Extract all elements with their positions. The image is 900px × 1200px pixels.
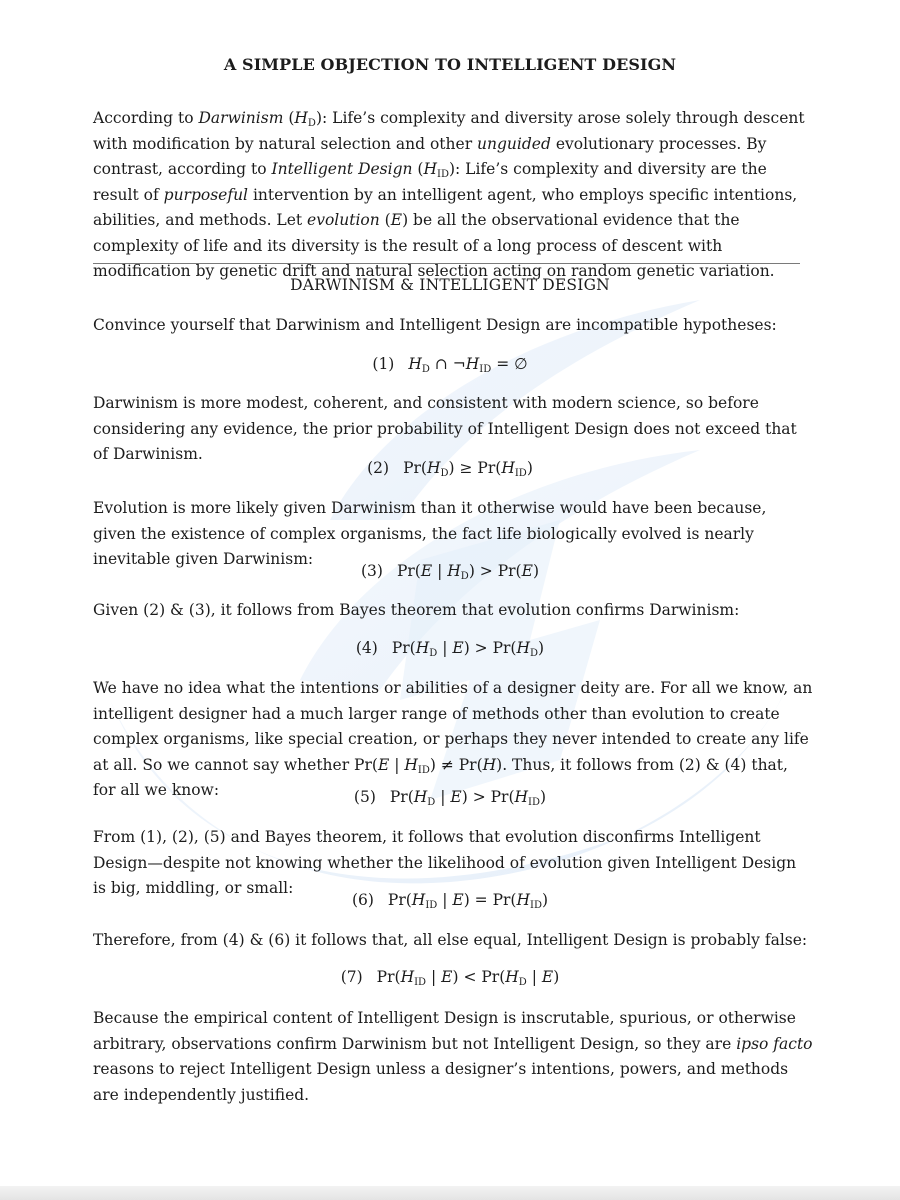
eq-symbol: H xyxy=(505,968,519,986)
eq-subscript: ID xyxy=(514,468,527,479)
eq-subscript: ID xyxy=(528,797,541,808)
equation-2 xyxy=(0,457,900,479)
ipso-facto-term: ipso facto xyxy=(736,1034,813,1053)
eq-text: Pr( xyxy=(389,788,414,806)
eq-text: | xyxy=(432,562,448,580)
equation-5 xyxy=(0,786,900,808)
eq-text: | xyxy=(526,968,542,986)
e-symbol: E xyxy=(390,211,403,229)
paragraph-7: Therefore, from (4) & (6) it follows that, all else equal, Intelligent Design is probably false: xyxy=(93,931,808,949)
intro-text: ( xyxy=(283,109,295,127)
eq-symbol: H xyxy=(400,968,415,986)
eq-symbol: E xyxy=(420,562,433,580)
eq-symbol: H xyxy=(465,355,480,373)
eq-symbol: H xyxy=(415,639,430,657)
intro-text: intervention by an intelligent agent, who employs specific intentions, abilities, and methods. Let xyxy=(93,185,798,229)
eq-symbol: H xyxy=(514,788,529,806)
eq-operator: ∩ ¬ xyxy=(429,355,466,373)
eq-subscript: D xyxy=(530,648,539,659)
eq-symbol: H xyxy=(411,891,426,909)
eq-text: ) ≥ Pr( xyxy=(448,459,502,477)
darwinism-term: Darwinism xyxy=(198,109,284,127)
eq-subscript: ID xyxy=(425,900,438,911)
eq-symbol: H xyxy=(447,562,461,580)
eq-text: | xyxy=(437,639,453,657)
paragraph-5 xyxy=(93,676,813,804)
eq-text: ) > Pr( xyxy=(468,562,522,580)
eq-text: Pr( xyxy=(376,968,401,986)
para-text: ). Thus, it follows from (2) & (4) that, for all we know: xyxy=(93,755,788,799)
e-symbol: E xyxy=(377,755,390,774)
eq-symbol: H xyxy=(413,788,428,806)
eq-symbol: H xyxy=(426,459,441,477)
eq-subscript: ID xyxy=(530,900,542,911)
intro-text: ) be all the observational evidence that the complexity of life and its diversity is the result of a long process of descent with modification by genetic drift and natural selection acting on random genetic variation. xyxy=(93,211,775,280)
eq-symbol: E xyxy=(452,891,464,909)
h-symbol: H xyxy=(482,755,497,774)
eq-text: ) xyxy=(541,891,549,909)
h-symbol: H xyxy=(404,755,418,774)
hid-symbol: H xyxy=(423,160,438,178)
eq-text: ) xyxy=(538,639,545,657)
eq-text: ) xyxy=(553,968,560,986)
equation-number: (7) xyxy=(340,968,363,986)
intro-text: ): Life’s complexity and diversity are the result of xyxy=(93,160,767,204)
eq-text: ) < Pr( xyxy=(452,968,506,986)
equation-1 xyxy=(0,353,900,375)
equation-number: (1) xyxy=(372,355,395,373)
eq-subscript: D xyxy=(440,468,449,479)
horizontal-divider xyxy=(93,263,800,264)
eq-subscript: D xyxy=(427,797,436,808)
para-text: reasons to reject Intelligent Design unless a designer’s intentions, powers, and methods are independently justified. xyxy=(93,1060,789,1104)
eq-symbol: H xyxy=(516,639,531,657)
eq-symbol: E xyxy=(450,788,462,806)
paragraph-3: Evolution is more likely given Darwinism than it otherwise would have been because, given the existence of complex organisms, the fact life biologically evolved is nearly inevitable given Darwinism: xyxy=(93,499,767,568)
hd-subscript: D xyxy=(307,118,316,129)
eq-subscript: ID xyxy=(479,364,492,375)
eq-symbol: E xyxy=(452,639,464,657)
equation-number: (2) xyxy=(367,459,390,477)
eq-text: | xyxy=(435,788,451,806)
para-text: | xyxy=(389,755,405,774)
eq-text: ) = Pr( xyxy=(463,891,517,909)
equation-4 xyxy=(0,637,900,659)
document-title: A SIMPLE OBJECTION TO INTELLIGENT DESIGN xyxy=(223,55,677,74)
eq-symbol: H xyxy=(501,459,515,477)
unguided-term: unguided xyxy=(477,134,551,153)
eq-symbol: H xyxy=(516,891,531,909)
intro-text: ): Life’s complexity and diversity arose solely through descent with modification by natural selection and other xyxy=(93,109,805,153)
eq-text: ) > Pr( xyxy=(463,639,517,657)
eq-text: ) xyxy=(532,562,539,580)
eq-operator: = ∅ xyxy=(491,355,528,373)
eq-text: Pr( xyxy=(391,639,416,657)
eq-subscript: D xyxy=(518,977,527,988)
eq-subscript: ID xyxy=(414,977,427,988)
section-heading: DARWINISM & INTELLIGENT DESIGN xyxy=(290,276,610,294)
evolution-term: evolution xyxy=(307,211,380,229)
eq-symbol: E xyxy=(541,968,554,986)
eq-text: | xyxy=(426,968,442,986)
paragraph-8 xyxy=(93,1006,813,1108)
equation-6 xyxy=(0,889,900,911)
eq-symbol: E xyxy=(441,968,453,986)
equation-number: (3) xyxy=(361,562,383,580)
h-subscript: ID xyxy=(417,764,430,776)
eq-text: ) > Pr( xyxy=(461,788,515,806)
intro-paragraph xyxy=(93,106,813,285)
purposeful-term: purposeful xyxy=(163,185,249,204)
intelligent-design-term: Intelligent Design xyxy=(271,160,413,178)
eq-subscript: D xyxy=(421,364,430,375)
eq-text: ) xyxy=(526,459,533,477)
eq-text: Pr( xyxy=(403,459,427,477)
intro-text: ( xyxy=(379,211,391,229)
hd-symbol: H xyxy=(294,109,308,127)
equation-3 xyxy=(0,560,900,582)
paragraph-2: Darwinism is more modest, coherent, and consistent with modern science, so before considering any evidence, the prior probability of Intelligent Design does not exceed that of Darwinism. xyxy=(93,394,797,463)
eq-subscript: D xyxy=(460,571,469,582)
paragraph-4: Given (2) & (3), it follows from Bayes theorem that evolution confirms Darwinism: xyxy=(93,601,740,619)
hid-subscript: ID xyxy=(437,169,449,180)
eq-symbol: E xyxy=(521,562,533,580)
equation-number: (5) xyxy=(353,788,376,806)
eq-text: | xyxy=(437,891,453,909)
intro-text: According to xyxy=(93,109,199,127)
paragraph-6: From (1), (2), (5) and Bayes theorem, it follows that evolution disconfirms Intelligent Design—despite not knowing whether the likelihood of evolution given Intelligent Design is big, middling, or small: xyxy=(93,828,797,897)
eq-text: Pr( xyxy=(387,891,412,909)
eq-text: Pr( xyxy=(396,562,421,580)
equation-number: (6) xyxy=(351,891,374,909)
eq-symbol: H xyxy=(408,355,422,373)
para-text: We have no idea what the intentions or abilities of a designer deity are. For all we know, an intelligent designer had a much larger range of methods other than evolution to create complex organisms, like special creation, or perhaps they never intended to create any life at all. So we cannot say whether Pr( xyxy=(93,679,813,774)
equation-number: (4) xyxy=(355,639,378,657)
eq-text: ) xyxy=(540,788,547,806)
para-text: ) ≠ Pr( xyxy=(429,755,483,774)
intro-text: ( xyxy=(412,160,424,178)
paragraph-1: Convince yourself that Darwinism and Intelligent Design are incompatible hypotheses: xyxy=(93,316,777,334)
page-bottom-edge xyxy=(0,1186,900,1200)
equation-7 xyxy=(0,966,900,988)
eq-subscript: D xyxy=(429,648,438,659)
para-text: Because the empirical content of Intelligent Design is inscrutable, spurious, or otherwise arbitrary, observations confirm Darwinism but not Intelligent Design, so they are xyxy=(93,1009,796,1053)
intro-text: evolutionary processes. By contrast, according to xyxy=(93,134,767,178)
